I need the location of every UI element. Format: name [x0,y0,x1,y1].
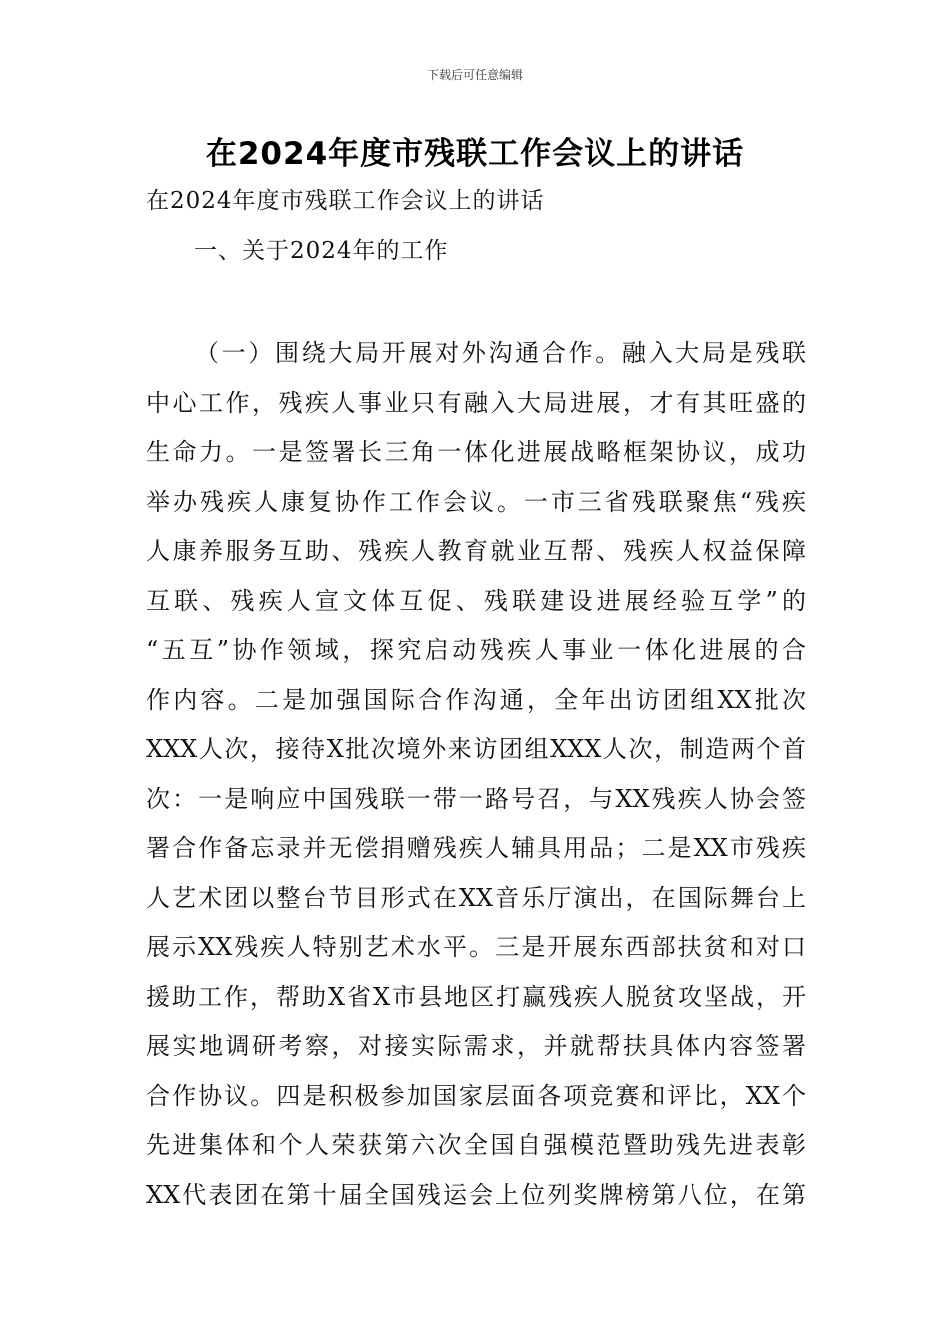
body-line: “五互”协作领域，探究启动残疾人事业一体化进展的合 [146,636,806,664]
body-line: 署合作备忘录并无偿捐赠残疾人辅具用品；二是XX市残疾 [146,834,806,862]
document-subtitle: 在2024年度市残联工作会议上的讲话 [146,188,545,214]
body-line: （一）围绕大局开展对外沟通合作。融入大局是残联 [195,339,806,367]
body-line: 次：一是响应中国残联一带一路号召，与XX残疾人协会签 [146,784,806,813]
body-line: 人艺术团以整台节目形式在XX音乐厅演出，在国际舞台上 [146,883,806,912]
body-line: XXX人次，接待X批次境外来访团组XXX人次，制造两个首 [146,735,806,763]
body-line: 展实地调研考察，对接实际需求，并就帮扶具体内容签署 [146,1032,806,1060]
body-line: 作内容。二是加强国际合作沟通，全年出访团组XX批次 [146,685,806,714]
section-heading: 一、关于2024年的工作 [194,238,449,264]
body-line: 展示XX残疾人特别艺术水平。三是开展东西部扶贫和对口 [146,933,806,961]
body-line: 生命力。一是签署长三角一体化进展战略框架协议，成功 [146,438,806,466]
header-note: 下载后可任意编辑 [426,68,523,82]
body-line: 人康养服务互助、残疾人教育就业互帮、残疾人权益保障 [146,537,806,565]
body-line: 先进集体和个人荣获第六次全国自强模范暨助残先进表彰 [146,1131,806,1159]
body-line: 举办残疾人康复协作工作会议。一市三省残联聚焦“残疾 [146,487,806,516]
body-line: 合作协议。四是积极参加国家层面各项竞赛和评比，XX个 [146,1081,806,1110]
body-line: 中心工作，残疾人事业只有融入大局进展，才有其旺盛的 [146,388,806,417]
body-line: 援助工作，帮助X省X市县地区打赢残疾人脱贫攻坚战，开 [146,982,806,1011]
body-paragraph [146,331,806,1222]
document-title: 在2024年度市残联工作会议上的讲话 [205,136,745,172]
body-line: 互联、残疾人宣文体互促、残联建设进展经验互学”的 [146,586,806,615]
body-line: XX代表团在第十届全国残运会上位列奖牌榜第八位，在第 [146,1180,806,1209]
